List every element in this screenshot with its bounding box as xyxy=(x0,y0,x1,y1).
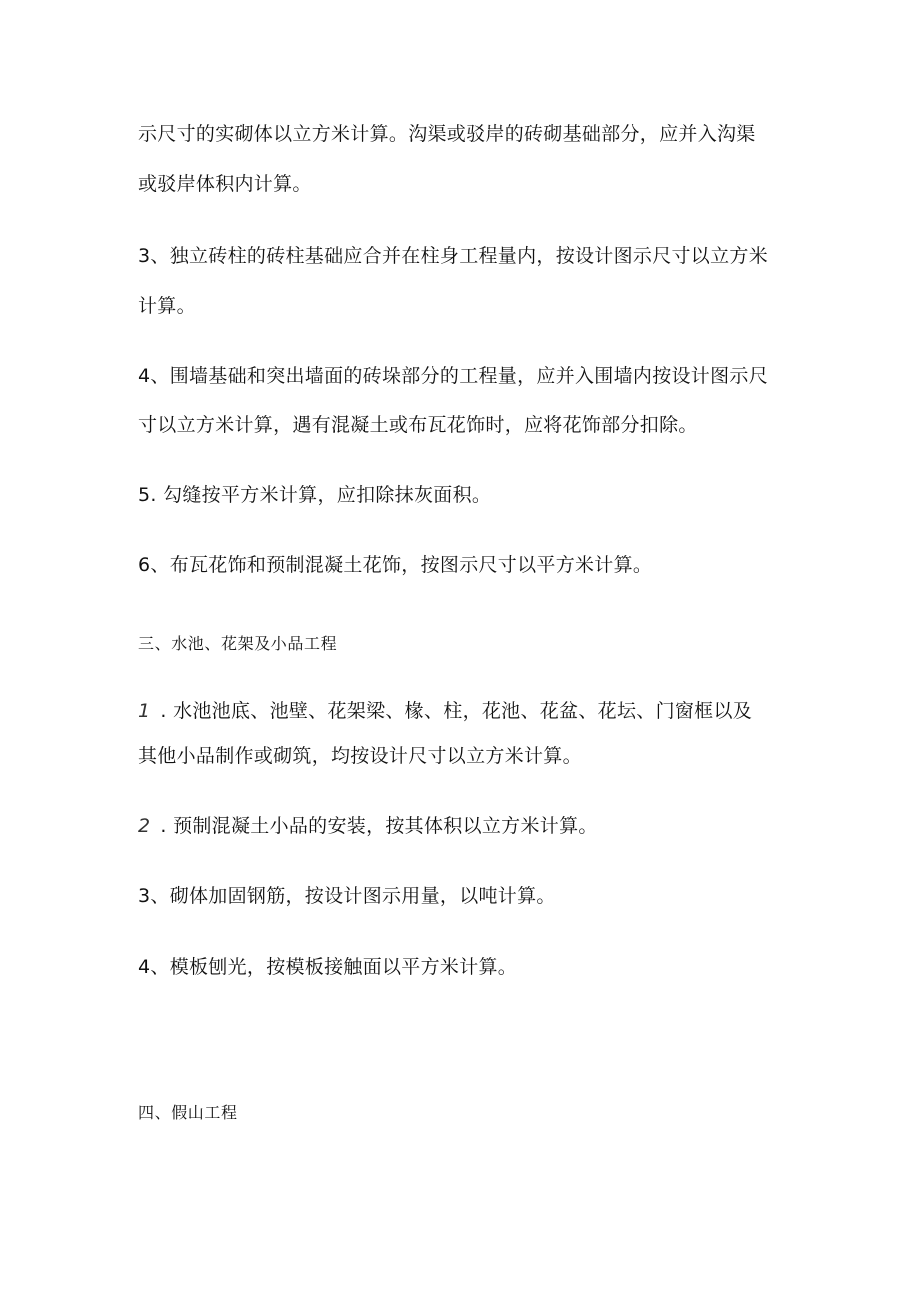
section3-item-2-line xyxy=(138,812,598,840)
list-item-4-line: 寸以立方米计算，遇有混凝土或布瓦花饰时，应将花饰部分扣除。 xyxy=(138,414,698,436)
section-heading: 三、水池、花架及小品工程 xyxy=(138,634,338,653)
item-text: . 水池池底、池壁、花架梁、椽、柱，花池、花盆、花坛、门窗框以及 xyxy=(160,700,753,722)
list-item-4-line: 4、围墙基础和突出墙面的砖垛部分的工程量，应并入围墙内按设计图示尺 xyxy=(138,365,768,387)
section3-item-3: 3、砌体加固钢筋，按设计图示用量，以吨计算。 xyxy=(138,885,556,907)
item-number: 1 xyxy=(138,700,151,722)
item-text: . 预制混凝土小品的安装，按其体积以立方米计算。 xyxy=(160,815,598,837)
section3-item-4: 4、模板刨光，按模板接触面以平方米计算。 xyxy=(138,956,518,978)
list-item-3-line: 计算。 xyxy=(138,295,196,317)
list-item-3-line: 3、独立砖柱的砖柱基础应合并在柱身工程量内，按设计图示尺寸以立方米 xyxy=(138,245,768,267)
item-number: 2 xyxy=(138,815,151,837)
section-heading: 四、假山工程 xyxy=(138,1103,238,1122)
list-item-5: 5. 勾缝按平方米计算，应扣除抹灰面积。 xyxy=(138,484,492,506)
section3-item-1-line: 其他小品制作或砌筑，均按设计尺寸以立方米计算。 xyxy=(138,745,582,767)
list-item-6: 6、布瓦花饰和预制混凝土花饰，按图示尺寸以平方米计算。 xyxy=(138,554,653,576)
paragraph-line: 示尺寸的实砌体以立方米计算。沟渠或驳岸的砖砌基础部分，应并入沟渠 xyxy=(138,123,756,145)
paragraph-line: 或驳岸体积内计算。 xyxy=(138,173,312,195)
section3-item-1-line xyxy=(138,697,752,725)
